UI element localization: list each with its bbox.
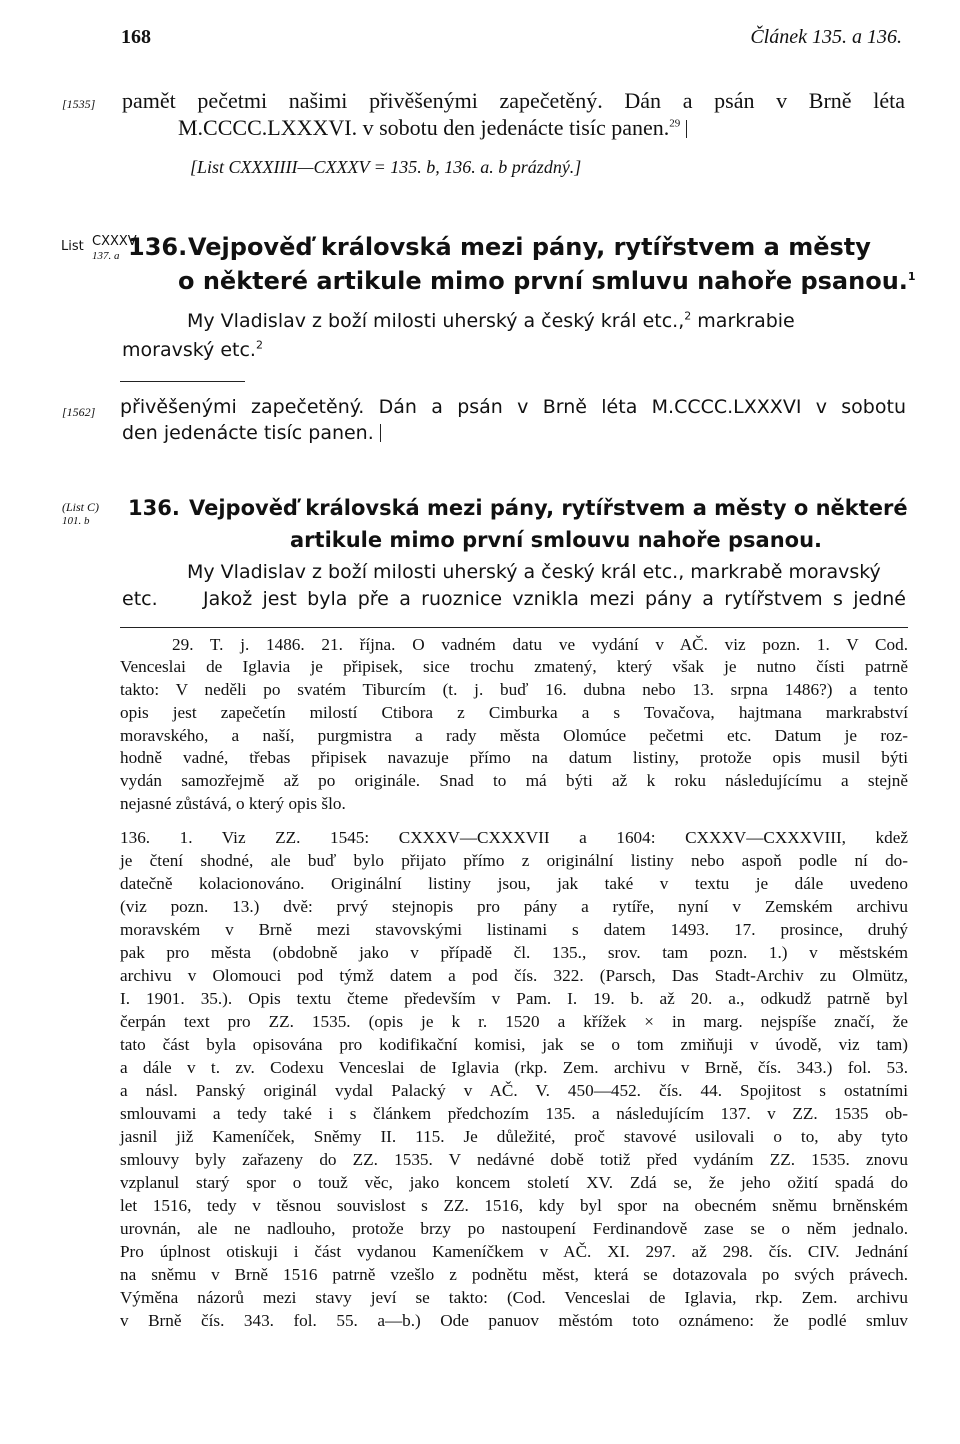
variant-text-line-1: My Vladislav z boží milosti uherský a český král etc., markrabě moravský — [187, 561, 881, 583]
footnote-separator — [120, 627, 908, 628]
footnote-line: je čtení shodné, ale buď bylo přijato přímo z originální listiny nebo aspoň podle ní do- — [120, 851, 908, 870]
section1-line-2-text: M.CCCC.LXXXVI. v sobotu den jedenácte tisíc panen. — [178, 115, 670, 140]
footnote-line: smlouvy byly zařazeny do ZZ. 1535. V nedávné době totiž před vydáním ZZ. 1535. znovu — [120, 1150, 908, 1169]
footnote-mark-29: 29 — [669, 117, 681, 130]
margin-list-label: List — [61, 239, 84, 254]
footnote-line: Pro úplnost otiskuji i část vydanou Kameníčkem v AČ. XI. 297. až 298. čís. CIV. Jednání — [120, 1242, 908, 1261]
margin-folio-101b: 101. b — [62, 515, 90, 527]
article-title-line-2 — [178, 267, 916, 295]
footnote-line: Výměna názorů mezi stavy jeví se takto: (Cod. Venceslai de Iglavia, rkp. Zem. archivu — [120, 1288, 908, 1307]
variant-title-line-1: Vejpověď královská mezi pány, rytířstvem a městy o některé — [189, 496, 908, 520]
variant-text-line-2: Jakož jest byla pře a ruoznice vznikla mezi pány a rytířstvem s jedné — [203, 588, 906, 610]
intro-mark-2: 2 — [255, 338, 263, 352]
omission-rule — [120, 381, 245, 382]
page-break-bar-2 — [380, 424, 381, 442]
closing-line-2-text: den jedenácte tisíc panen. — [122, 422, 374, 444]
variant-title-line-2: artikule mimo první smlouvu nahoře psanou. — [290, 528, 822, 552]
footnote-line: smlouvami a tedy také i s článkem předchozím 135. a následujícím 137. v ZZ. 1535 ob- — [120, 1104, 908, 1123]
margin-ref-1535: [1535] — [62, 97, 96, 111]
margin-ref-1562: [1562] — [62, 405, 96, 419]
footnote-line: nejasné zůstává, o který opis šlo. — [120, 794, 346, 813]
footnote-line: vydán samozřejmě až po originále. Snad to má býti až k roku následujícímu a stejně — [120, 771, 908, 790]
intro-line-2 — [122, 339, 263, 361]
footnote-line: moravského, a naší, purgmistra a rady města Olomúce pečetmi etc. Datum je roz- — [120, 726, 908, 745]
footnote-line: pak pro města (obdobně jako v případě čl. 135., srov. tam pozn. 1.) v městském — [120, 943, 908, 962]
intro-line-1-a: My Vladislav z boží milosti uherský a český král etc., — [187, 310, 685, 332]
page-break-bar — [686, 120, 687, 138]
intro-line-1 — [187, 310, 795, 332]
footnote-line: a násl. Panský originál vydal Palacký v AČ. V. 450—452. čís. 44. Spojitost s ostatními — [120, 1081, 908, 1100]
intro-line-1-b: markrabie — [697, 310, 795, 332]
footnote-line: (viz pozn. 13.) dvě: prvý stejnopis pro pány a rytíře, nyní v Zemském archivu — [120, 897, 908, 916]
footnote-line: urovnán, ale ne nadlouho, protože brzy po nastoupení Ferdinandově zase se o něm jednalo. — [120, 1219, 908, 1238]
footnote-line: archivu v Olomouci pod týmž datem a pod čís. 322. (Parsch, Das Stadt-Archiv zu Olmütz, — [120, 966, 908, 985]
article-title-line-2-text: o některé artikule mimo první smluvu nahoře psanou. — [178, 267, 908, 295]
folio-note: [List CXXXIIII—CXXXV = 135. b, 136. a. b prázdný.] — [190, 157, 582, 177]
section1-line-2 — [178, 115, 687, 141]
article-number: 136. — [128, 233, 188, 261]
margin-folio-top: CXXXV — [92, 234, 137, 249]
footnote-line: čerpán text pro ZZ. 1535. (opis je k r. 1520 a křížek × in marg. nejspíše značí, že — [120, 1012, 908, 1031]
footnote-line: a dále v t. zv. Codexu Venceslai de Iglavia (rkp. Zem. archivu v Brně, čís. 343.) fol. 53. — [120, 1058, 908, 1077]
footnote-line: tato část byla opisována pro kodifikační komisi, jak se o tom zmiňuji v úvodě, viz tam) — [120, 1035, 908, 1054]
margin-folio-bottom: 137. a — [92, 250, 120, 262]
footnote-line: 136. 1. Viz ZZ. 1545: CXXXV—CXXXVII a 1604: CXXXV—CXXXVIII, kdež — [120, 828, 908, 847]
footnote-line: I. 1901. 35.). Opis textu čteme především v Pam. I. 19. b. až 20. a., odkudž patrně byl — [120, 989, 908, 1008]
closing-line-1: přivěšenými zapečetěný. Dán a psán v Brně léta M.CCCC.LXXXVI v sobotu — [120, 396, 906, 418]
footnote-line: v Brně čís. 343. fol. 55. a—b.) Ode panuov městóm toto oznámeno: že podlé smluv — [120, 1311, 908, 1330]
footnote-line: 29. T. j. 1486. 21. října. O vadném datu ve vydání v AČ. viz pozn. 1. V Cod. — [172, 635, 908, 654]
margin-list-c: (List C) — [62, 500, 100, 514]
footnote-line: jasnil již Kameníček, Sněmy II. 115. Je důležité, proč stavové usilovali o to, aby tyto — [120, 1127, 908, 1146]
intro-mark-1: 2 — [684, 309, 692, 323]
page-number: 168 — [121, 26, 151, 48]
footnote-line: Venceslai de Iglavia je připisek, sice trochu zmatený, který však je nutno čísti patrně — [120, 657, 908, 676]
footnote-line: let 1516, tedy v těsnou souvislost s ZZ. 1516, kdy byl spor na obecném sněmu brněnském — [120, 1196, 908, 1215]
running-title: Článek 135. a 136. — [750, 26, 902, 48]
footnote-line: moravském v Brně mezi stavovskými listinami s datem 1493. 17. prosince, druhý — [120, 920, 908, 939]
intro-line-2-text: moravský etc. — [122, 339, 256, 361]
closing-line-2 — [122, 422, 381, 444]
footnote-line: hodně vadné, třebas připisek navazuje přímo na datum listiny, protože opis musil býti — [120, 748, 908, 767]
footnote-line: opis jest zapečetín milostí Ctibora z Cimburka a s Tovačova, hajtmana markrabství — [120, 703, 908, 722]
section1-line-1: pamět pečetmi našimi přivěšenými zapečetěný. Dán a psán v Brně léta — [122, 88, 905, 113]
footnote-line: na sněmu v Brně 1516 patrně vzešlo z podnětu měst, která se dotazovala po svých právech. — [120, 1265, 908, 1284]
article-title-line-1: Vejpověď královská mezi pány, rytířstvem a městy — [188, 233, 871, 261]
footnote-line: takto: V neděli po svatém Tiburcím (t. j. buď 16. dubna nebo 13. srpna 1486?) a tento — [120, 680, 908, 699]
footnote-line: datečně kolacionováno. Originální listiny jsou, jak také v textu je dále uvedeno — [120, 874, 908, 893]
title-note-mark: 1 — [907, 270, 916, 283]
variant-text-lead: etc. — [122, 588, 158, 610]
variant-article-number: 136. — [128, 496, 180, 520]
footnote-line: vzplanul starý spor o touž věc, jako koncem století XV. Zdá se, že jeho ožití spadá do — [120, 1173, 908, 1192]
